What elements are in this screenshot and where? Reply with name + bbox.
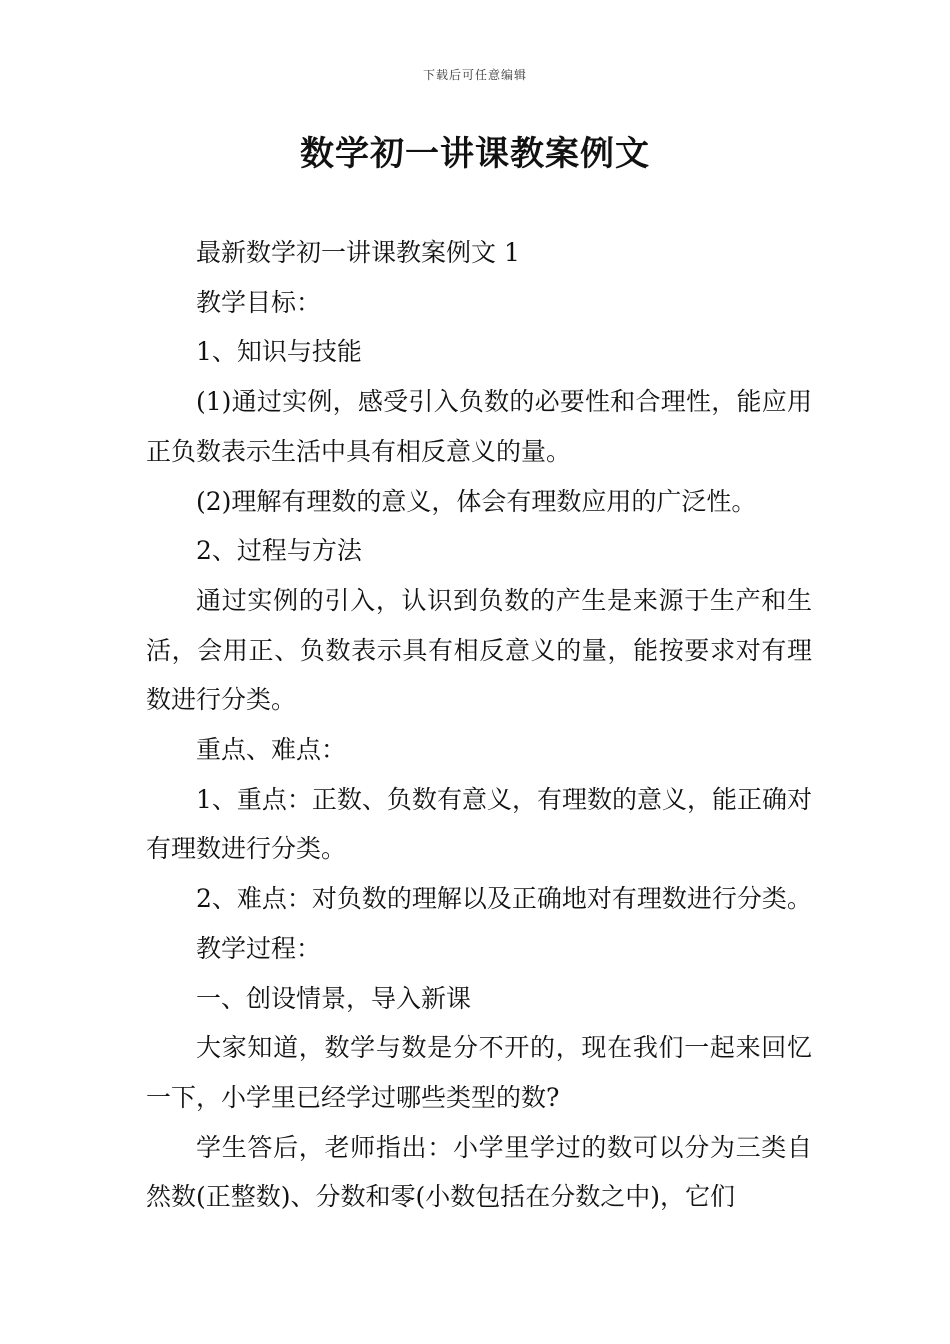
header-note: 下载后可任意编辑: [422, 68, 527, 82]
document-title: 数学初一讲课教案例文: [300, 134, 650, 174]
paragraph: 2、过程与方法: [196, 536, 362, 566]
paragraph: 一、创设情景，导入新课: [196, 983, 472, 1013]
paragraph: 教学过程：: [196, 933, 322, 963]
paragraph: 大家知道，数学与数是分不开的，现在我们一起来回忆一下，小学里已经学过哪些类型的数?: [146, 1033, 812, 1112]
paragraph: 1、知识与技能: [196, 337, 362, 367]
paragraph: 通过实例的引入，认识到负数的产生是来源于生产和生活，会用正、负数表示具有相反意义的量，能按要求对有理数进行分类。: [146, 585, 812, 715]
paragraph: 2、难点：对负数的理解以及正确地对有理数进行分类。: [196, 884, 812, 914]
paragraph-heading: 最新数学初一讲课教案例文 1: [196, 238, 520, 267]
paragraph: (2)理解有理数的意义，体会有理数应用的广泛性。: [196, 486, 757, 516]
paragraph: 教学目标：: [196, 287, 322, 317]
paragraph: 1、重点：正数、负数有意义，有理数的意义，能正确对有理数进行分类。: [146, 784, 812, 864]
paragraph: 学生答后，老师指出：小学里学过的数可以分为三类自然数(正整数)、分数和零(小数包括在分数之中)，它们: [146, 1132, 812, 1212]
paragraph: (1)通过实例，感受引入负数的必要性和合理性，能应用正负数表示生活中具有相反意义的量。: [146, 387, 812, 466]
document-body: [146, 228, 812, 1222]
paragraph: 重点、难点：: [196, 735, 347, 765]
